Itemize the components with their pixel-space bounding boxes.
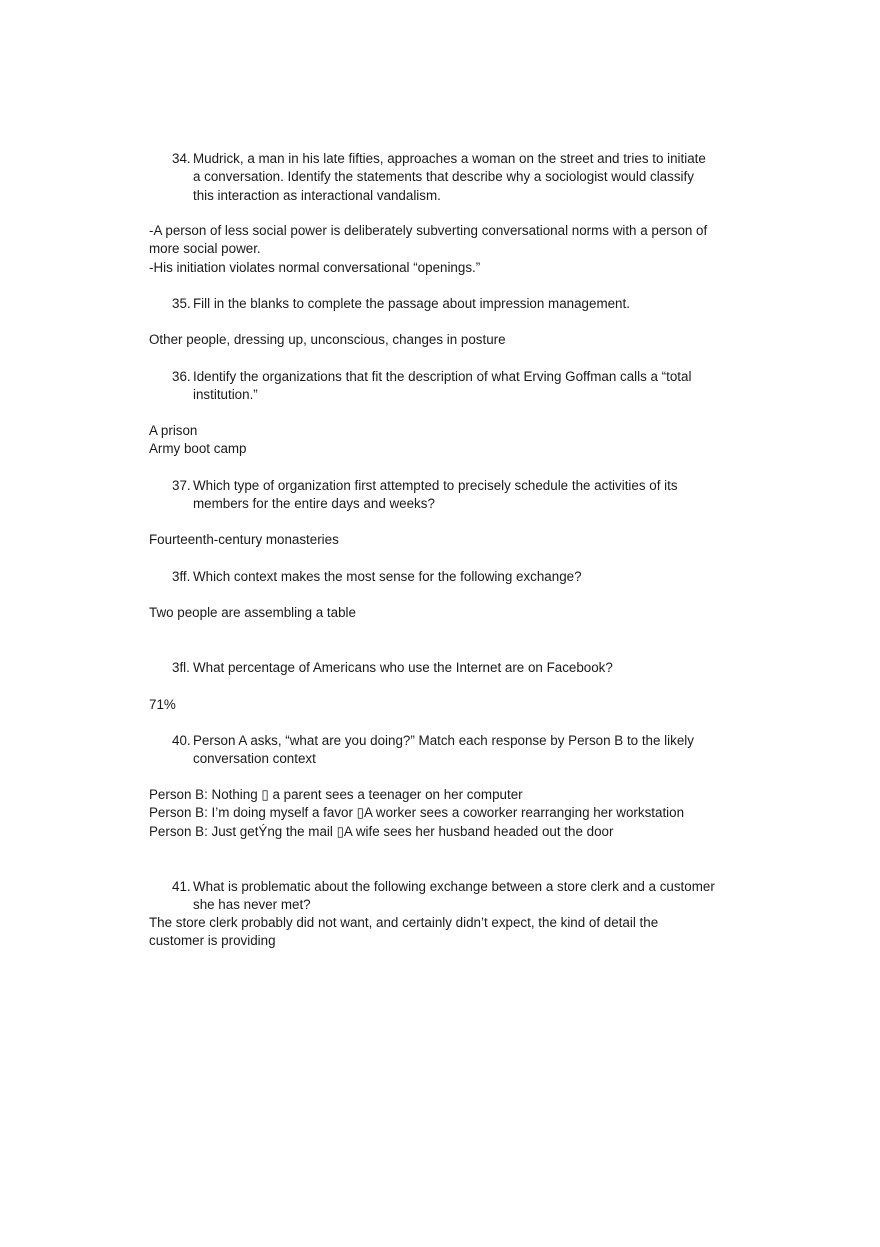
answer-line: Person B: Just getÝng the mail ▯A wife sees her husband headed out the door (149, 823, 614, 839)
question-line: Which context makes the most sense for the following exchange? (193, 569, 582, 585)
question-number: 36. (172, 369, 191, 384)
question-text (193, 295, 732, 313)
question-36 (172, 368, 732, 405)
question-38 (172, 568, 732, 586)
answer-line: Person B: Nothing ▯ a parent sees a teenager on her computer (149, 787, 523, 802)
question-number: 35. (172, 296, 191, 311)
answer-38 (149, 604, 739, 622)
answer-line: Person B: I’m doing myself a favor ▯A worker sees a coworker rearranging her workstation (149, 805, 685, 821)
question-line: What percentage of Americans who use the Internet are on Facebook? (193, 660, 613, 676)
answer-34 (149, 222, 739, 277)
question-number: 37. (172, 478, 191, 493)
question-number: 41. (172, 879, 191, 894)
question-text (193, 732, 732, 769)
question-line: What is problematic about the following exchange between a store clerk and a customer (193, 879, 715, 895)
answer-35 (149, 331, 739, 349)
question-line: this interaction as interactional vandalism. (193, 187, 441, 203)
question-line: Identify the organizations that fit the description of what Erving Goffman calls a “total (193, 369, 692, 385)
question-line: Person A asks, “what are you doing?” Match each response by Person B to the likely (193, 733, 694, 749)
answer-line: The store clerk probably did not want, and certainly didn’t expect, the kind of detail the (149, 915, 659, 930)
question-text (193, 477, 732, 514)
answer-36 (149, 422, 739, 459)
question-40 (172, 732, 732, 769)
question-35 (172, 295, 732, 313)
answer-37 (149, 531, 739, 549)
question-line: she has never met? (193, 897, 311, 913)
question-line: institution.” (193, 387, 258, 403)
answer-line: customer is providing (149, 933, 276, 949)
question-number: 3fl. (172, 660, 190, 675)
answer-41 (149, 914, 739, 951)
answer-line: Fourteenth-century monasteries (149, 532, 339, 547)
question-line: conversation context (193, 751, 316, 767)
answer-line: Other people, dressing up, unconscious, changes in posture (149, 332, 506, 347)
question-text (193, 659, 732, 677)
question-line: Mudrick, a man in his late fifties, approaches a woman on the street and tries to initiate (193, 151, 706, 167)
answer-40 (149, 786, 739, 841)
answer-line: -A person of less social power is deliberately subverting conversational norms with a person of (149, 223, 708, 238)
question-line: a conversation. Identify the statements that describe why a sociologist would classify (193, 169, 694, 185)
answer-line: A prison (149, 423, 198, 438)
question-34 (172, 150, 732, 205)
answer-line: Army boot camp (149, 441, 247, 457)
question-line: Which type of organization first attempted to precisely schedule the activities of its (193, 478, 678, 494)
question-37 (172, 477, 732, 514)
answer-39 (149, 696, 739, 714)
question-text (193, 368, 732, 405)
answer-line: -His initiation violates normal conversational “openings.” (149, 259, 481, 275)
answer-line: Two people are assembling a table (149, 605, 356, 620)
question-text (193, 568, 732, 586)
question-line: members for the entire days and weeks? (193, 496, 435, 512)
answer-line: more social power. (149, 241, 261, 257)
question-41 (172, 878, 732, 915)
question-number: 40. (172, 733, 191, 748)
question-39 (172, 659, 732, 677)
answer-line: 71% (149, 697, 176, 712)
question-line: Fill in the blanks to complete the passage about impression management. (193, 296, 630, 312)
question-text (193, 878, 732, 915)
question-text (193, 150, 732, 205)
question-number: 3ff. (172, 569, 191, 584)
question-number: 34. (172, 151, 191, 166)
